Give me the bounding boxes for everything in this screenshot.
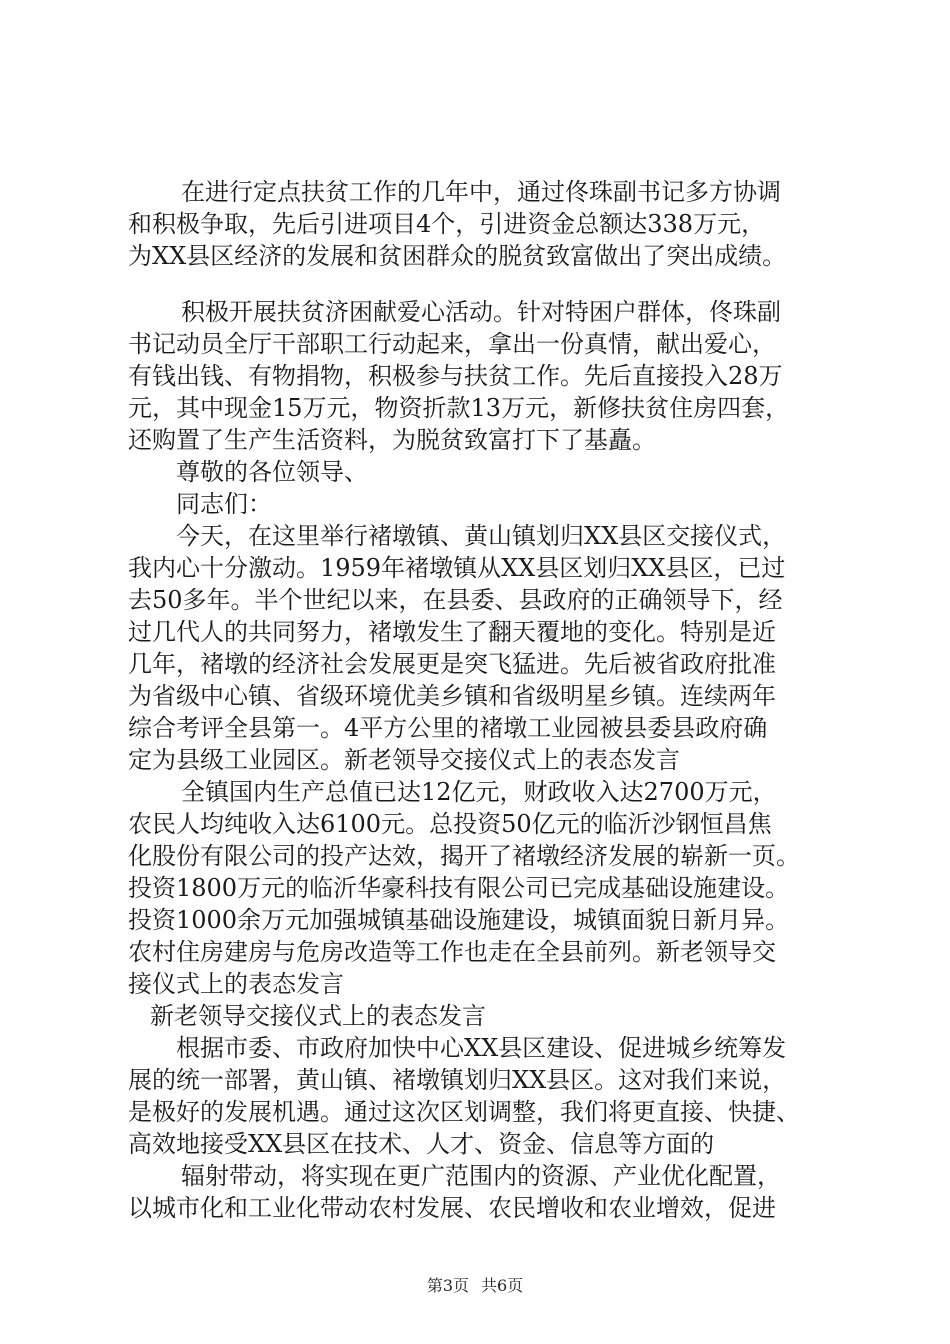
text-line: 定为县级工业园区。新老领导交接仪式上的表态发言	[128, 746, 680, 774]
text-line: 新老领导交接仪式上的表态发言	[150, 1002, 486, 1030]
salutation-line: 同志们：	[176, 490, 272, 518]
text-line: 元，其中现金15万元，物资折款13万元，新修扶贫住房四套，	[128, 394, 790, 422]
text-line: 在进行定点扶贫工作的几年中，通过佟珠副书记多方协调	[181, 178, 781, 206]
text-line: 投资1000余万元加强城镇基础设施建设，城镇面貌日新月异。	[128, 906, 790, 934]
text-line: 还购置了生产生活资料，为脱贫致富打下了基矗。	[128, 426, 656, 454]
text-line: 根据市委、市政府加快中心XX县区建设、促进城乡统筹发	[176, 1034, 787, 1062]
text-line: 和积极争取，先后引进项目4个，引进资金总额达338万元，	[128, 210, 766, 238]
text-line: 今天，在这里举行褚墩镇、黄山镇划归XX县区交接仪式，	[176, 522, 787, 550]
text-line: 积极开展扶贫济困献爱心活动。针对特困户群体，佟珠副	[181, 298, 781, 326]
text-line: 为XX县区经济的发展和贫困群众的脱贫致富做出了突出成绩。	[128, 242, 787, 270]
text-line: 农民人均纯收入达6100元。总投资50亿元的临沂沙钢恒昌焦	[128, 810, 772, 838]
text-line: 全镇国内生产总值已达12亿元，财政收入达2700万元，	[181, 778, 777, 806]
text-line: 高效地接受XX县区在技术、人才、资金、信息等方面的	[128, 1130, 715, 1158]
text-line: 化股份有限公司的投产达效，揭开了褚墩经济发展的崭新一页。	[128, 842, 800, 870]
page-footer	[0, 1276, 950, 1296]
text-line: 展的统一部署，黄山镇、褚墩镇划归XX县区。这对我们来说，	[128, 1066, 787, 1094]
page-total: 共6页	[481, 1276, 524, 1295]
text-line: 过几代人的共同努力，褚墩发生了翻天覆地的变化。特别是近	[128, 618, 776, 646]
text-line: 我内心十分激动。1959年褚墩镇从XX县区划归XX县区，已过	[128, 554, 786, 582]
text-line: 书记动员全厅干部职工行动起来，拿出一份真情，献出爱心，	[128, 330, 776, 358]
text-line: 以城市化和工业化带动农村发展、农民增收和农业增效，促进	[128, 1194, 776, 1222]
salutation-line: 尊敬的各位领导、	[176, 458, 368, 486]
text-line: 农村住房建房与危房改造等工作也走在全县前列。新老领导交	[128, 938, 776, 966]
text-line: 为省级中心镇、省级环境优美乡镇和省级明星乡镇。连续两年	[128, 682, 776, 710]
text-line: 有钱出钱、有物捐物，积极参与扶贫工作。先后直接投入28万	[128, 362, 783, 390]
text-line: 辐射带动，将实现在更广范围内的资源、产业优化配置，	[181, 1162, 781, 1190]
text-line: 去50多年。半个世纪以来，在县委、县政府的正确领导下，经	[128, 586, 783, 614]
text-line: 投资1800万元的临沂华豪科技有限公司已完成基础设施建设。	[128, 874, 790, 902]
page-number: 第3页	[426, 1276, 469, 1295]
text-line: 几年，褚墩的经济社会发展更是突飞猛进。先后被省政府批准	[128, 650, 776, 678]
text-line: 接仪式上的表态发言	[128, 970, 344, 998]
text-line: 是极好的发展机遇。通过这次区划调整，我们将更直接、快捷、	[128, 1098, 800, 1126]
text-line: 综合考评全县第一。4平方公里的褚墩工业园被县委县政府确	[128, 714, 768, 742]
